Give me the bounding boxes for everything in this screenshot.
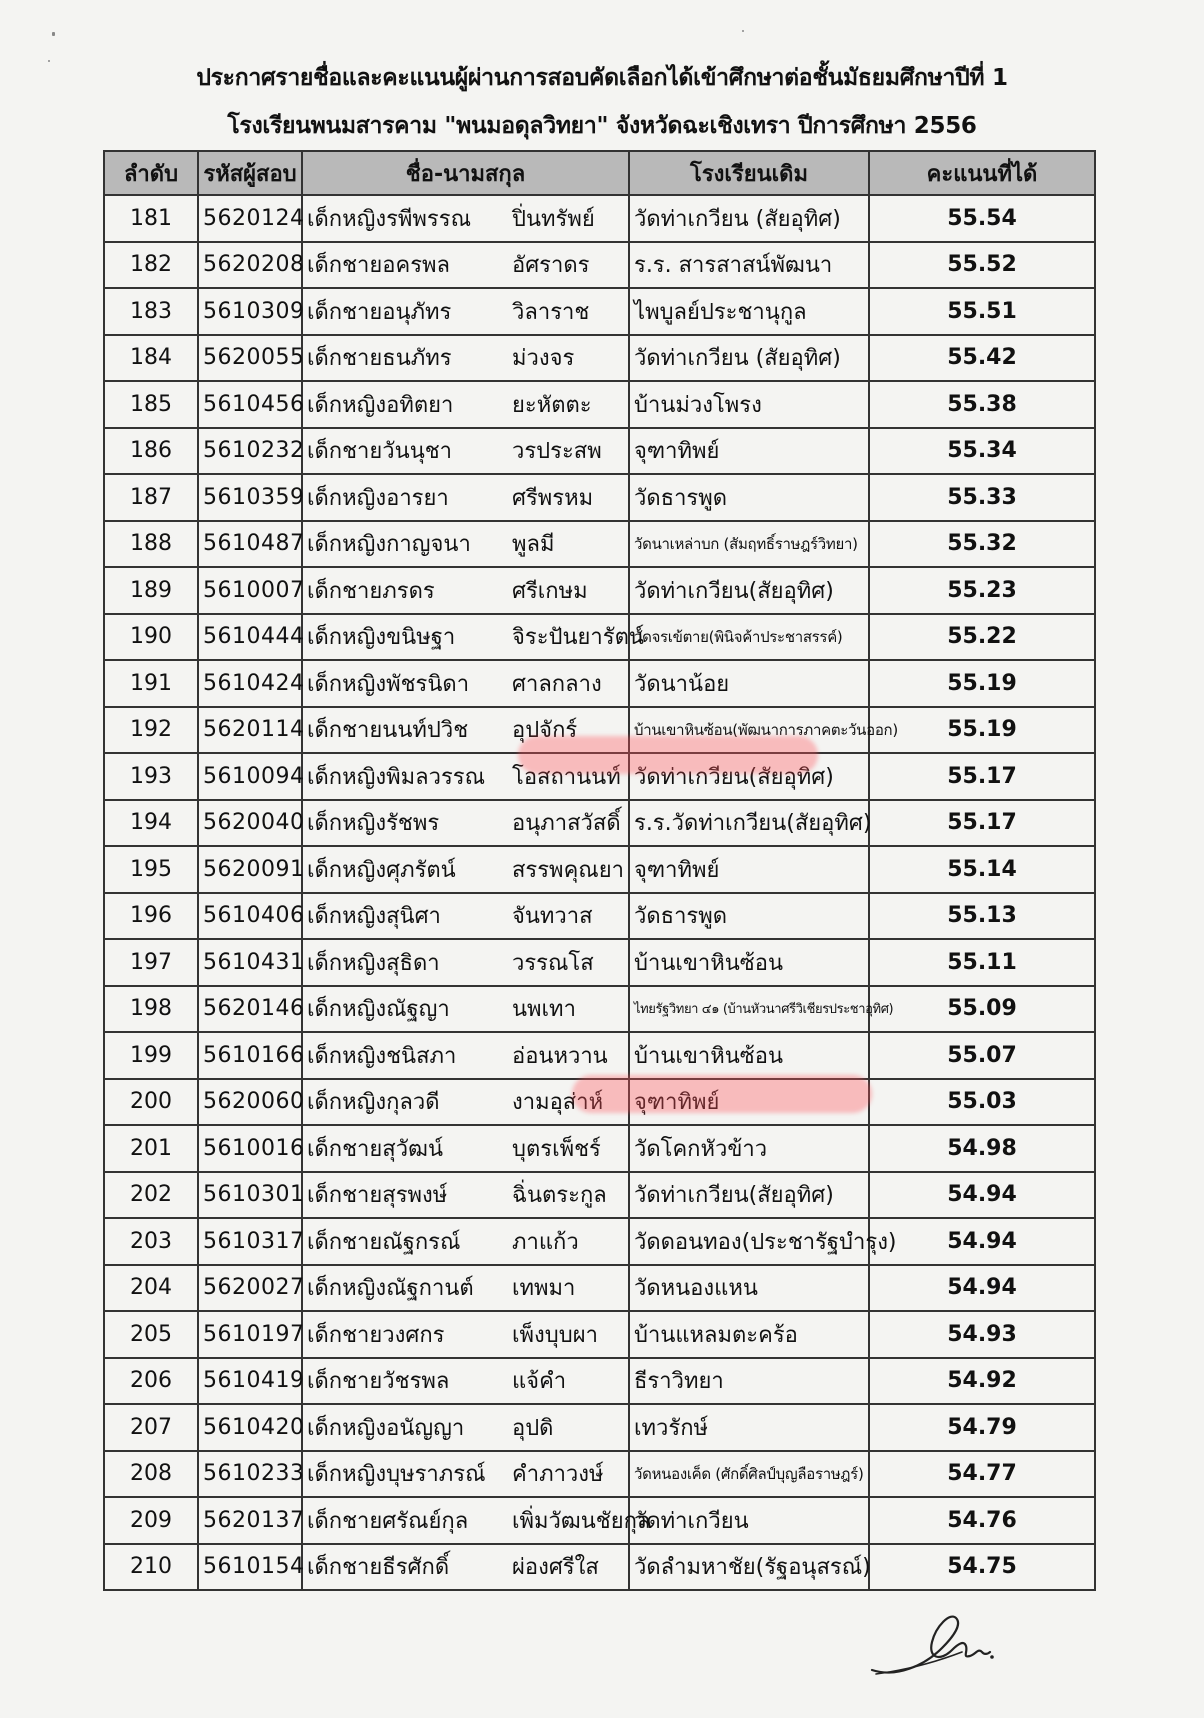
table-row xyxy=(104,1451,1095,1498)
row-full-name xyxy=(302,660,629,707)
row-order: 207 xyxy=(104,1404,198,1451)
row-first-name: เด็กหญิงสุนิศา xyxy=(307,904,441,930)
row-former-school: ธีราวิทยา xyxy=(629,1358,869,1405)
header-former-school: โรงเรียนเดิม xyxy=(629,151,869,195)
row-score: 54.76 xyxy=(869,1497,1095,1544)
row-former-school: บ้านแหลมตะคร้อ xyxy=(629,1311,869,1358)
row-order: 196 xyxy=(104,893,198,940)
row-exam-id: 5610309 xyxy=(198,288,302,335)
row-score: 54.94 xyxy=(869,1265,1095,1312)
row-order: 208 xyxy=(104,1451,198,1498)
row-exam-id: 5620055 xyxy=(198,335,302,382)
row-former-school: วัดนาเหล่าบก (สัมฤทธิ์ราษฎร์วิทยา) xyxy=(629,521,869,568)
row-last-name: ยะหัตตะ xyxy=(512,392,592,418)
table-row xyxy=(104,521,1095,568)
row-first-name: เด็กชายสุวัฒน์ xyxy=(307,1136,443,1162)
row-full-name xyxy=(302,846,629,893)
row-former-school: วัดโคกหัวข้าว xyxy=(629,1125,869,1172)
table-row xyxy=(104,567,1095,614)
row-last-name: เพ็งบุบผา xyxy=(512,1322,598,1348)
row-exam-id: 5620091 xyxy=(198,846,302,893)
table-row xyxy=(104,1172,1095,1219)
row-former-school: วัดท่าเกวียน(สัยอุทิศ) xyxy=(629,1172,869,1219)
row-score: 55.09 xyxy=(869,986,1095,1033)
row-last-name: โอสถานนท์ xyxy=(512,764,621,790)
row-score: 54.92 xyxy=(869,1358,1095,1405)
row-exam-id: 5610444 xyxy=(198,614,302,661)
row-order: 201 xyxy=(104,1125,198,1172)
row-order: 188 xyxy=(104,521,198,568)
row-exam-id: 5620137 xyxy=(198,1497,302,1544)
row-exam-id: 5620040 xyxy=(198,800,302,847)
table-row xyxy=(104,428,1095,475)
row-first-name: เด็กหญิงกุลวดี xyxy=(307,1090,440,1116)
row-first-name: เด็กชายธีรศักดิ์ xyxy=(307,1555,450,1581)
row-first-name: เด็กชายอนุภัทร xyxy=(307,299,452,325)
table-row xyxy=(104,614,1095,661)
row-first-name: เด็กหญิงสุธิดา xyxy=(307,950,440,976)
row-score: 54.98 xyxy=(869,1125,1095,1172)
row-exam-id: 5620124 xyxy=(198,195,302,242)
row-order: 200 xyxy=(104,1079,198,1126)
scan-speck xyxy=(48,60,50,62)
row-score: 55.42 xyxy=(869,335,1095,382)
row-former-school: วัดท่าเกวียน(สัยอุทิศ) xyxy=(629,753,869,800)
row-exam-id: 5610424 xyxy=(198,660,302,707)
results-table xyxy=(103,150,1096,1591)
row-score: 54.94 xyxy=(869,1218,1095,1265)
row-former-school: วัดท่าเกวียน (สัยอุทิศ) xyxy=(629,335,869,382)
row-last-name: เพิ่มวัฒนชัยกุล xyxy=(512,1508,651,1534)
row-order: 191 xyxy=(104,660,198,707)
row-former-school: ร.ร.วัดท่าเกวียน(สัยอุทิศ) xyxy=(629,800,869,847)
table-row xyxy=(104,335,1095,382)
row-order: 193 xyxy=(104,753,198,800)
row-first-name: เด็กชายศรัณย์กุล xyxy=(307,1508,469,1534)
row-exam-id: 5610317 xyxy=(198,1218,302,1265)
row-last-name: อุปดิ xyxy=(512,1415,554,1441)
row-first-name: เด็กชายอครพล xyxy=(307,253,451,279)
row-full-name xyxy=(302,800,629,847)
row-exam-id: 5610166 xyxy=(198,1032,302,1079)
row-last-name: แจ้คำ xyxy=(512,1369,567,1395)
row-exam-id: 5620146 xyxy=(198,986,302,1033)
row-order: 182 xyxy=(104,242,198,289)
row-first-name: เด็กหญิงพัชรนิดา xyxy=(307,671,470,697)
row-score: 55.51 xyxy=(869,288,1095,335)
row-full-name xyxy=(302,1358,629,1405)
table-row xyxy=(104,1358,1095,1405)
row-exam-id: 5610420 xyxy=(198,1404,302,1451)
row-full-name xyxy=(302,707,629,754)
row-exam-id: 5610233 xyxy=(198,1451,302,1498)
row-former-school: วัดท่าเกวียน xyxy=(629,1497,869,1544)
row-order: 185 xyxy=(104,381,198,428)
row-former-school: ไทยรัฐวิทยา ๔๑ (บ้านหัวนาศรีวิเชียรประชาอุทิศ) xyxy=(629,986,869,1033)
row-full-name xyxy=(302,893,629,940)
row-former-school: วัดธารพูด xyxy=(629,893,869,940)
row-order: 192 xyxy=(104,707,198,754)
row-last-name: ศรีเกษม xyxy=(512,578,588,604)
row-former-school: จุฑาทิพย์ xyxy=(629,846,869,893)
row-full-name xyxy=(302,288,629,335)
row-score: 54.93 xyxy=(869,1311,1095,1358)
table-row xyxy=(104,1032,1095,1079)
row-score: 55.07 xyxy=(869,1032,1095,1079)
row-former-school: ไพบูลย์ประชานุกูล xyxy=(629,288,869,335)
row-former-school: เทวรักษ์ xyxy=(629,1404,869,1451)
row-first-name: เด็กหญิงกาญจนา xyxy=(307,532,471,558)
table-row xyxy=(104,707,1095,754)
header-exam-id: รหัสผู้สอบ xyxy=(198,151,302,195)
row-last-name: นพเทา xyxy=(512,997,576,1023)
row-full-name xyxy=(302,1544,629,1591)
row-last-name: วรรณโส xyxy=(512,950,594,976)
row-last-name: ฉิ่นตระกูล xyxy=(512,1183,607,1209)
row-order: 187 xyxy=(104,474,198,521)
row-score: 55.34 xyxy=(869,428,1095,475)
row-first-name: เด็กหญิงรพีพรรณ xyxy=(307,206,471,232)
table-row xyxy=(104,846,1095,893)
row-full-name xyxy=(302,1497,651,1544)
row-former-school: วัดหนองเค็ด (ศักดิ์ศิลป์บุญลือราษฎร์) xyxy=(629,1451,869,1498)
header-full-name: ชื่อ-นามสกุล xyxy=(302,151,629,195)
row-order: 205 xyxy=(104,1311,198,1358)
row-former-school: วัดลำมหาชัย(รัฐอนุสรณ์) xyxy=(629,1544,869,1591)
row-first-name: เด็กชายภรดร xyxy=(307,578,435,604)
row-exam-id: 5610232 xyxy=(198,428,302,475)
row-first-name: เด็กชายนนท์ปวิช xyxy=(307,718,469,744)
header-score: คะแนนที่ได้ xyxy=(869,151,1095,195)
row-score: 54.75 xyxy=(869,1544,1095,1591)
row-full-name xyxy=(302,1218,629,1265)
row-first-name: เด็กหญิงพิมลวรรณ xyxy=(307,764,485,790)
row-full-name xyxy=(302,986,629,1033)
table-row xyxy=(104,800,1095,847)
row-former-school: บ้านเขาหินซ้อน(พัฒนาการภาคตะวันออก) xyxy=(629,707,869,754)
row-first-name: เด็กชายวัชรพล xyxy=(307,1369,450,1395)
row-last-name: คำภาวงษ์ xyxy=(512,1462,604,1488)
row-full-name xyxy=(302,614,644,661)
row-order: 186 xyxy=(104,428,198,475)
row-score: 55.11 xyxy=(869,939,1095,986)
row-first-name: เด็กหญิงชนิสภา xyxy=(307,1043,457,1069)
header-row xyxy=(104,151,1095,195)
row-full-name xyxy=(302,195,629,242)
row-order: 197 xyxy=(104,939,198,986)
row-former-school: จุฑาทิพย์ xyxy=(629,428,869,475)
row-score: 55.33 xyxy=(869,474,1095,521)
row-first-name: เด็กหญิงรัชพร xyxy=(307,811,440,837)
row-exam-id: 5610419 xyxy=(198,1358,302,1405)
row-exam-id: 5610007 xyxy=(198,567,302,614)
row-former-school: วัดหนองแหน xyxy=(629,1265,869,1312)
row-score: 55.54 xyxy=(869,195,1095,242)
table-row xyxy=(104,660,1095,707)
row-exam-id: 5610406 xyxy=(198,893,302,940)
row-exam-id: 5620114 xyxy=(198,707,302,754)
table-row xyxy=(104,1311,1095,1358)
row-order: 183 xyxy=(104,288,198,335)
row-score: 55.17 xyxy=(869,753,1095,800)
row-order: 203 xyxy=(104,1218,198,1265)
row-first-name: เด็กหญิงอทิตยา xyxy=(307,392,454,418)
row-score: 54.77 xyxy=(869,1451,1095,1498)
row-order: 189 xyxy=(104,567,198,614)
table-row xyxy=(104,195,1095,242)
row-full-name xyxy=(302,1404,629,1451)
row-exam-id: 5620208 xyxy=(198,242,302,289)
row-last-name: พูลมี xyxy=(512,532,555,558)
row-exam-id: 5610197 xyxy=(198,1311,302,1358)
row-full-name xyxy=(302,1079,629,1126)
table-row xyxy=(104,753,1095,800)
table-row xyxy=(104,939,1095,986)
document-title-line2: โรงเรียนพนมสารคาม "พนมอดุลวิทยา" จังหวัดฉะเชิงเทรา ปีการศึกษา 2556 xyxy=(227,113,977,139)
table-row xyxy=(104,1125,1095,1172)
row-full-name xyxy=(302,939,629,986)
row-order: 195 xyxy=(104,846,198,893)
row-score: 55.19 xyxy=(869,707,1095,754)
row-last-name: จันทวาส xyxy=(512,904,593,930)
row-last-name: ภาแก้ว xyxy=(512,1229,579,1255)
row-last-name: อุปจักร์ xyxy=(512,718,578,744)
row-last-name: สรรพคุณยา xyxy=(512,857,624,883)
row-last-name: วิลาราช xyxy=(512,299,590,325)
row-former-school: ร.ร. สารสาสน์พัฒนา xyxy=(629,242,869,289)
row-full-name xyxy=(302,1451,629,1498)
row-full-name xyxy=(302,335,629,382)
row-former-school: บ้านเขาหินซ้อน xyxy=(629,1032,869,1079)
row-order: 209 xyxy=(104,1497,198,1544)
row-former-school: วัดดอนทอง(ประชารัฐบำรุง) xyxy=(629,1218,869,1265)
header-order: ลำดับ xyxy=(104,151,198,195)
row-exam-id: 5610094 xyxy=(198,753,302,800)
row-first-name: เด็กชายธนภัทร xyxy=(307,346,452,372)
row-score: 55.38 xyxy=(869,381,1095,428)
row-former-school: วัดธารพูด xyxy=(629,474,869,521)
row-former-school: จุฑาทิพย์ xyxy=(629,1079,869,1126)
row-last-name: ปิ่นทรัพย์ xyxy=(512,206,595,232)
row-last-name: เทพมา xyxy=(512,1276,576,1302)
row-order: 202 xyxy=(104,1172,198,1219)
row-first-name: เด็กหญิงบุษราภรณ์ xyxy=(307,1462,486,1488)
row-exam-id: 5610456 xyxy=(198,381,302,428)
row-score: 55.23 xyxy=(869,567,1095,614)
row-former-school: วัดท่าเกวียน (สัยอุทิศ) xyxy=(629,195,869,242)
table-row xyxy=(104,1218,1095,1265)
row-former-school: วัดนาน้อย xyxy=(629,660,869,707)
row-exam-id: 5620027 xyxy=(198,1265,302,1312)
row-score: 55.32 xyxy=(869,521,1095,568)
row-last-name: ศรีพรหม xyxy=(512,485,594,511)
row-full-name xyxy=(302,381,629,428)
row-last-name: อ่อนหวาน xyxy=(512,1043,608,1069)
row-score: 54.79 xyxy=(869,1404,1095,1451)
row-full-name xyxy=(302,428,629,475)
row-exam-id: 5620060 xyxy=(198,1079,302,1126)
row-first-name: เด็กหญิงอารยา xyxy=(307,485,449,511)
row-former-school: บ้านเขาหินซ้อน xyxy=(629,939,869,986)
row-full-name xyxy=(302,1032,629,1079)
row-first-name: เด็กชายวันนุชา xyxy=(307,439,453,465)
signature-icon xyxy=(866,1600,996,1680)
table-row xyxy=(104,288,1095,335)
row-first-name: เด็กหญิงขนิษฐา xyxy=(307,625,456,651)
row-first-name: เด็กชายสุรพงษ์ xyxy=(307,1183,448,1209)
row-last-name: จิระปันยารัตน์ xyxy=(512,625,644,651)
row-last-name: บุตรเพ็ชร์ xyxy=(512,1136,601,1162)
row-last-name: ม่วงจร xyxy=(512,346,575,372)
row-first-name: เด็กหญิงณัฐกานต์ xyxy=(307,1276,474,1302)
row-last-name: งามอุส่าห์ xyxy=(512,1090,604,1116)
document-title-line1: ประกาศรายชื่อและคะแนนผู้ผ่านการสอบคัดเลือกได้เข้าศึกษาต่อชั้นมัธยมศึกษาปีที่ 1 xyxy=(196,65,1008,91)
table-row xyxy=(104,474,1095,521)
row-last-name: อัศราดร xyxy=(512,253,590,279)
row-exam-id: 5610431 xyxy=(198,939,302,986)
table-row xyxy=(104,986,1095,1033)
table-row xyxy=(104,1404,1095,1451)
row-full-name xyxy=(302,1125,629,1172)
results-table-header xyxy=(104,151,1095,195)
row-order: 210 xyxy=(104,1544,198,1591)
row-exam-id: 5610301 xyxy=(198,1172,302,1219)
row-order: 198 xyxy=(104,986,198,1033)
table-row xyxy=(104,1079,1095,1126)
row-full-name xyxy=(302,1265,629,1312)
row-full-name xyxy=(302,521,629,568)
row-order: 190 xyxy=(104,614,198,661)
row-former-school: วัดท่าเกวียน(สัยอุทิศ) xyxy=(629,567,869,614)
row-order: 184 xyxy=(104,335,198,382)
row-first-name: เด็กหญิงอนัญญา xyxy=(307,1415,465,1441)
row-score: 55.22 xyxy=(869,614,1095,661)
row-last-name: อนุภาสวัสดิ์ xyxy=(512,811,621,837)
scan-speck xyxy=(52,32,55,36)
results-table-body xyxy=(104,195,1095,1590)
row-first-name: เด็กชายณัฐกรณ์ xyxy=(307,1229,461,1255)
row-full-name xyxy=(302,242,629,289)
row-score: 55.19 xyxy=(869,660,1095,707)
row-full-name xyxy=(302,1172,629,1219)
row-exam-id: 5610359 xyxy=(198,474,302,521)
row-order: 194 xyxy=(104,800,198,847)
row-full-name xyxy=(302,753,629,800)
row-last-name: ศาลกลาง xyxy=(512,671,602,697)
row-score: 55.03 xyxy=(869,1079,1095,1126)
row-first-name: เด็กหญิงศุภรัตน์ xyxy=(307,857,456,883)
row-order: 204 xyxy=(104,1265,198,1312)
table-row xyxy=(104,381,1095,428)
row-last-name: วรประสพ xyxy=(512,439,602,465)
row-score: 55.13 xyxy=(869,893,1095,940)
scan-speck xyxy=(742,30,744,32)
table-row xyxy=(104,242,1095,289)
row-exam-id: 5610154 xyxy=(198,1544,302,1591)
row-order: 206 xyxy=(104,1358,198,1405)
row-order: 199 xyxy=(104,1032,198,1079)
row-first-name: เด็กหญิงณัฐญา xyxy=(307,997,450,1023)
table-row xyxy=(104,1265,1095,1312)
row-order: 181 xyxy=(104,195,198,242)
table-row xyxy=(104,1497,1095,1544)
row-full-name xyxy=(302,474,629,521)
row-score: 54.94 xyxy=(869,1172,1095,1219)
table-row xyxy=(104,893,1095,940)
row-last-name: ผ่องศรีใส xyxy=(512,1555,599,1581)
row-full-name xyxy=(302,567,629,614)
row-first-name: เด็กชายวงศกร xyxy=(307,1322,445,1348)
row-score: 55.14 xyxy=(869,846,1095,893)
row-score: 55.17 xyxy=(869,800,1095,847)
table-row xyxy=(104,1544,1095,1591)
row-exam-id: 5610487 xyxy=(198,521,302,568)
row-exam-id: 5610016 xyxy=(198,1125,302,1172)
row-former-school: วัดจรเข้ตาย(พินิจค้าประชาสรรค์) xyxy=(629,614,869,661)
row-score: 55.52 xyxy=(869,242,1095,289)
row-full-name xyxy=(302,1311,629,1358)
row-former-school: บ้านม่วงโพรง xyxy=(629,381,869,428)
